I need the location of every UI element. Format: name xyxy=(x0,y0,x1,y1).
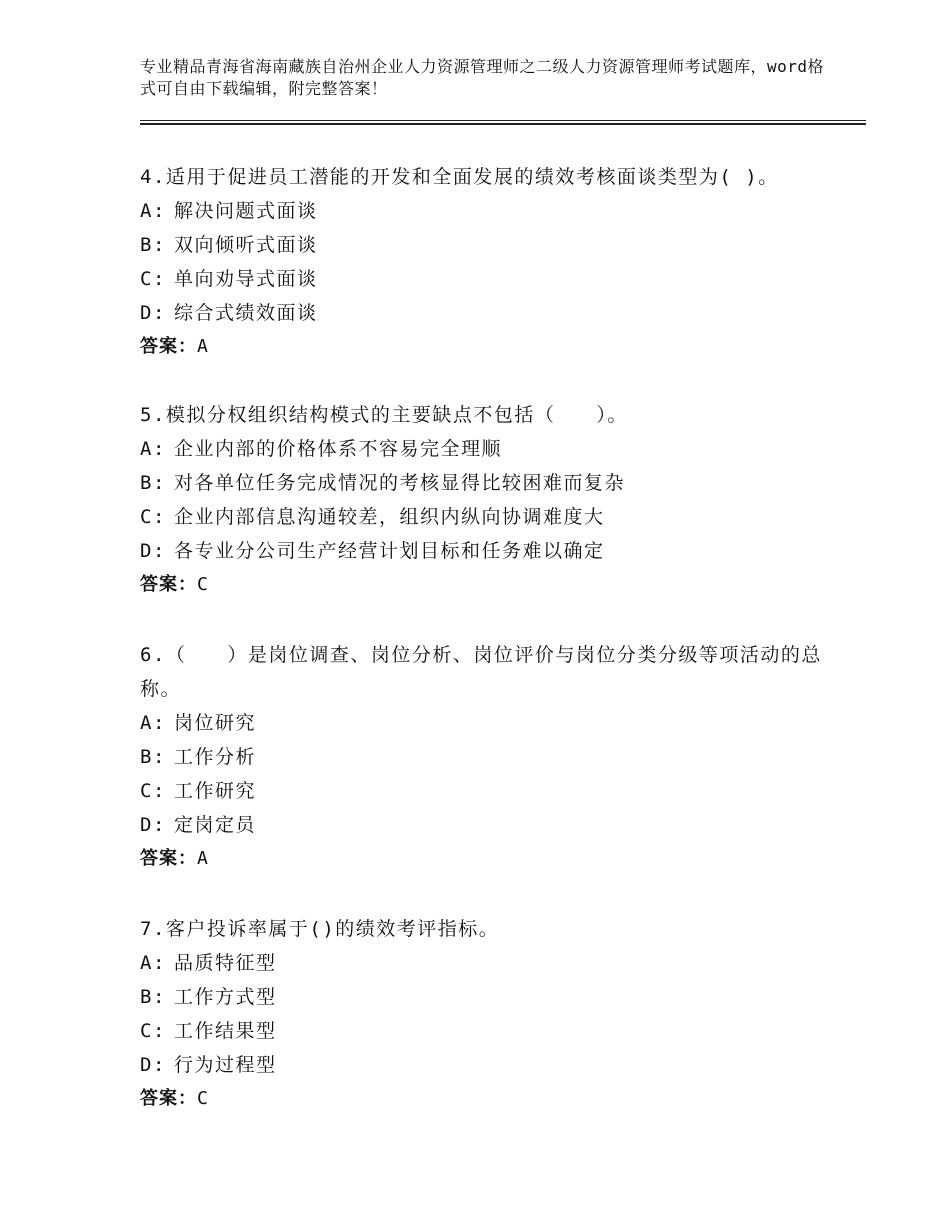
question-6 xyxy=(140,638,830,876)
option-text: 各专业分公司生产经营计划目标和任务难以确定 xyxy=(174,540,605,562)
option-a xyxy=(140,432,830,466)
option-key: A: xyxy=(140,438,166,460)
option-key: A: xyxy=(140,200,166,222)
answer-line xyxy=(140,1082,830,1116)
question-4 xyxy=(140,160,830,364)
option-a xyxy=(140,194,830,228)
answer-line xyxy=(140,842,830,876)
header-divider-thick xyxy=(140,123,866,125)
option-text: 对各单位任务完成情况的考核显得比较困难而复杂 xyxy=(174,472,626,494)
option-text: 双向倾听式面谈 xyxy=(174,234,318,256)
option-key: A: xyxy=(140,712,166,734)
option-key: B: xyxy=(140,234,166,256)
option-a xyxy=(140,946,830,980)
option-text: 工作结果型 xyxy=(174,1020,277,1042)
answer-label: 答案： xyxy=(140,848,197,869)
answer-label: 答案： xyxy=(140,336,197,357)
answer-value: A xyxy=(197,336,209,357)
option-b xyxy=(140,228,830,262)
option-text: 单向劝导式面谈 xyxy=(174,268,318,290)
option-key: D: xyxy=(140,1054,166,1076)
option-c xyxy=(140,500,830,534)
option-key: C: xyxy=(140,1020,166,1042)
option-c xyxy=(140,1014,830,1048)
option-text: 品质特征型 xyxy=(174,952,277,974)
option-d xyxy=(140,1048,830,1082)
question-stem: 7.客户投诉率属于()的绩效考评指标。 xyxy=(140,918,500,940)
option-key: C: xyxy=(140,268,166,290)
answer-line xyxy=(140,568,830,602)
answer-label: 答案： xyxy=(140,1088,197,1109)
option-key: B: xyxy=(140,746,166,768)
option-key: B: xyxy=(140,472,166,494)
option-c xyxy=(140,774,830,808)
option-key: D: xyxy=(140,814,166,836)
option-b xyxy=(140,740,830,774)
option-text: 工作分析 xyxy=(174,746,257,768)
document-header: 专业精品青海省海南藏族自治州企业人力资源管理师之二级人力资源管理师考试题库，word格式可自由下载编辑，附完整答案！ xyxy=(140,57,825,98)
option-text: 工作研究 xyxy=(174,780,257,802)
option-b xyxy=(140,980,830,1014)
answer-value: C xyxy=(197,1088,209,1109)
answer-label: 答案： xyxy=(140,574,197,595)
option-key: C: xyxy=(140,506,166,528)
question-7 xyxy=(140,912,830,1116)
question-stem: 5.模拟分权组织结构模式的主要缺点不包括（ ）。 xyxy=(140,404,628,426)
answer-line xyxy=(140,330,830,364)
option-text: 定岗定员 xyxy=(174,814,257,836)
option-text: 综合式绩效面谈 xyxy=(174,302,318,324)
option-c xyxy=(140,262,830,296)
header-divider-thin xyxy=(140,120,866,121)
option-key: D: xyxy=(140,540,166,562)
option-a xyxy=(140,706,830,740)
option-key: D: xyxy=(140,302,166,324)
option-d xyxy=(140,534,830,568)
question-5 xyxy=(140,398,830,602)
question-stem: 4.适用于促进员工潜能的开发和全面发展的绩效考核面谈类型为( )。 xyxy=(140,166,779,188)
option-key: B: xyxy=(140,986,166,1008)
option-text: 解决问题式面谈 xyxy=(174,200,318,222)
answer-value: C xyxy=(197,574,209,595)
option-d xyxy=(140,296,830,330)
option-d xyxy=(140,808,830,842)
answer-value: A xyxy=(197,848,209,869)
question-stem: 6.（ ）是岗位调查、岗位分析、岗位评价与岗位分类分级等项活动的总称。 xyxy=(140,644,822,700)
option-text: 岗位研究 xyxy=(174,712,257,734)
option-text: 工作方式型 xyxy=(174,986,277,1008)
option-text: 行为过程型 xyxy=(174,1054,277,1076)
option-key: C: xyxy=(140,780,166,802)
option-text: 企业内部的价格体系不容易完全理顺 xyxy=(174,438,503,460)
option-b xyxy=(140,466,830,500)
option-text: 企业内部信息沟通较差，组织内纵向协调难度大 xyxy=(174,506,605,528)
option-key: A: xyxy=(140,952,166,974)
